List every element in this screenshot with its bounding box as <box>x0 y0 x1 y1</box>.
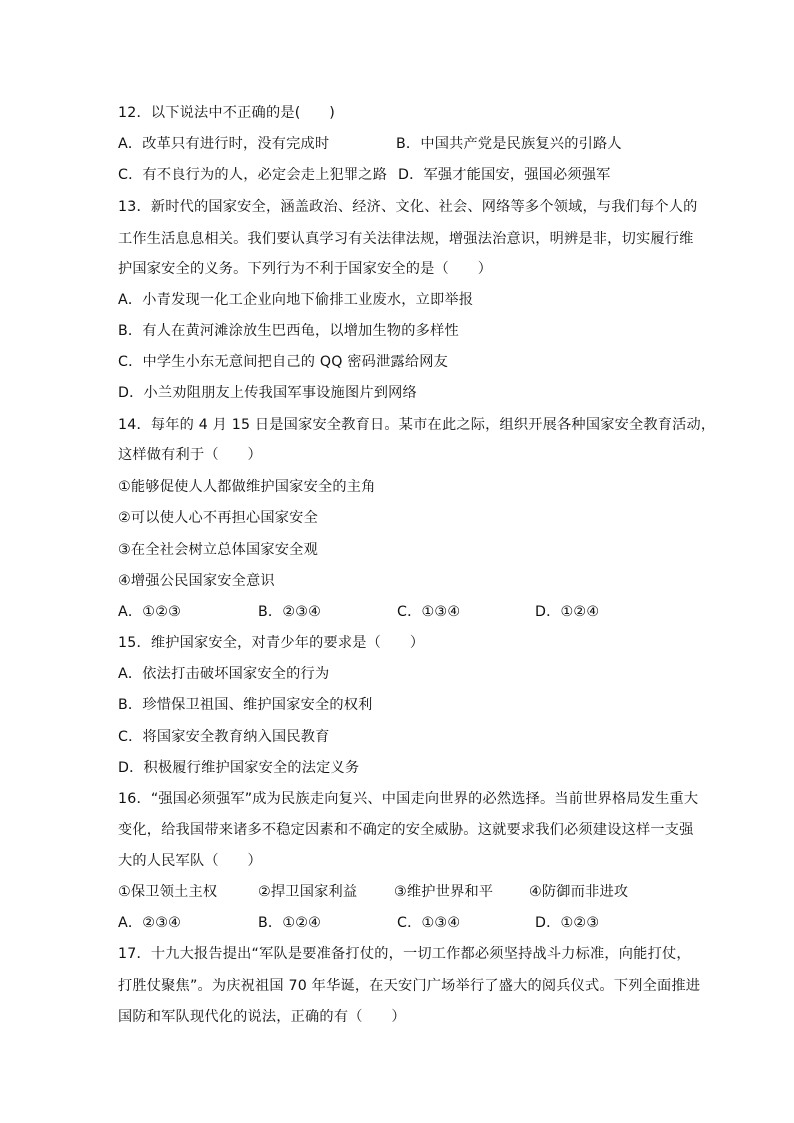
q15-option-c: C．将国家安全教育纳入国民教育 <box>118 729 330 745</box>
q12-option-b: B．中国共产党是民族复兴的引路人 <box>396 136 622 152</box>
q15-option-a: A．依法打击破坏国家安全的行为 <box>118 666 330 682</box>
q12-option-d: D．军强才能国安，强国必须强军 <box>398 167 611 183</box>
q16-statement-1: ①保卫领土主权 <box>118 884 218 900</box>
q14-stem-line-2: 这样做有利于（ ） <box>118 447 262 463</box>
q17-stem-line-1: 17．十九大报告提出“军队是要准备打仗的，一切工作都必须坚持战斗力标准，向能打仗， <box>118 946 691 962</box>
q15-option-d: D．积极履行维护国家安全的法定义务 <box>118 760 360 776</box>
q12-stem: 12．以下说法中不正确的是( ) <box>118 105 335 121</box>
q14-statement-4: ④增强公民国家安全意识 <box>118 573 275 589</box>
q17-stem-line-3: 国防和军队现代化的说法，正确的有（ ） <box>118 1009 406 1025</box>
q17-stem-line-2: 打胜仗聚焦”。为庆祝祖国 70 年华诞，在天安门广场举行了盛大的阅兵仪式。下列全面推进 <box>118 978 701 994</box>
q14-option-a: A．①②③ <box>118 604 182 620</box>
q13-option-b: B．有人在黄河滩涂放生巴西龟，以增加生物的多样性 <box>118 323 459 339</box>
q12-option-c: C．有不良行为的人，必定会走上犯罪之路 <box>118 167 388 183</box>
q16-option-a: A．②③④ <box>118 915 182 931</box>
q16-statement-4: ④防御而非进攻 <box>529 884 629 900</box>
q16-option-c: C．①③④ <box>397 915 461 931</box>
q12-option-a: A．改革只有进行时，没有完成时 <box>118 136 330 152</box>
q14-option-c: C．①③④ <box>397 604 461 620</box>
q16-stem-line-2: 变化，给我国带来诸多不稳定因素和不确定的安全威胁。这就要求我们必须建设这样一支强 <box>118 822 694 838</box>
q14-statement-3: ③在全社会树立总体国家安全观 <box>118 542 318 558</box>
q13-option-c: C．中学生小东无意间把自己的 QQ 密码泄露给网友 <box>118 354 449 370</box>
q14-option-b: B．②③④ <box>258 604 322 620</box>
q15-stem: 15．维护国家安全，对青少年的要求是（ ） <box>118 635 425 651</box>
q16-stem-line-3: 大的人民军队（ ） <box>118 853 262 869</box>
q16-statement-3: ③维护世界和平 <box>394 884 494 900</box>
q15-option-b: B．珍惜保卫祖国、维护国家安全的权利 <box>118 697 373 713</box>
q13-option-d: D．小兰劝阻朋友上传我国军事设施图片到网络 <box>118 385 417 401</box>
q16-option-b: B．①②④ <box>258 915 322 931</box>
q16-statement-2: ②捍卫国家利益 <box>258 884 358 900</box>
q13-stem-line-3: 护国家安全的义务。下列行为不利于国家安全的是（ ） <box>118 261 493 277</box>
q14-option-d: D．①②④ <box>535 604 600 620</box>
q16-option-d: D．①②③ <box>535 915 600 931</box>
q14-statement-2: ②可以使人心不再担心国家安全 <box>118 510 318 526</box>
q13-option-a: A．小青发现一化工企业向地下偷排工业废水，立即举报 <box>118 292 474 308</box>
q14-stem-line-1: 14．每年的 4 月 15 日是国家安全教育日。某市在此之际，组织开展各种国家安全教育活动， <box>118 417 716 433</box>
q16-stem-line-1: 16．“强国必须强军”成为民族走向复兴、中国走向世界的必然选择。当前世界格局发生重大 <box>118 791 699 807</box>
q14-statement-1: ①能够促使人人都做维护国家安全的主角 <box>118 479 376 495</box>
q13-stem-line-2: 工作生活息息相关。我们要认真学习有关法律法规，增强法治意识，明辨是非，切实履行维 <box>118 231 694 247</box>
q13-stem-line-1: 13．新时代的国家安全，涵盖政治、经济、文化、社会、网络等多个领域，与我们每个人的 <box>118 199 698 215</box>
